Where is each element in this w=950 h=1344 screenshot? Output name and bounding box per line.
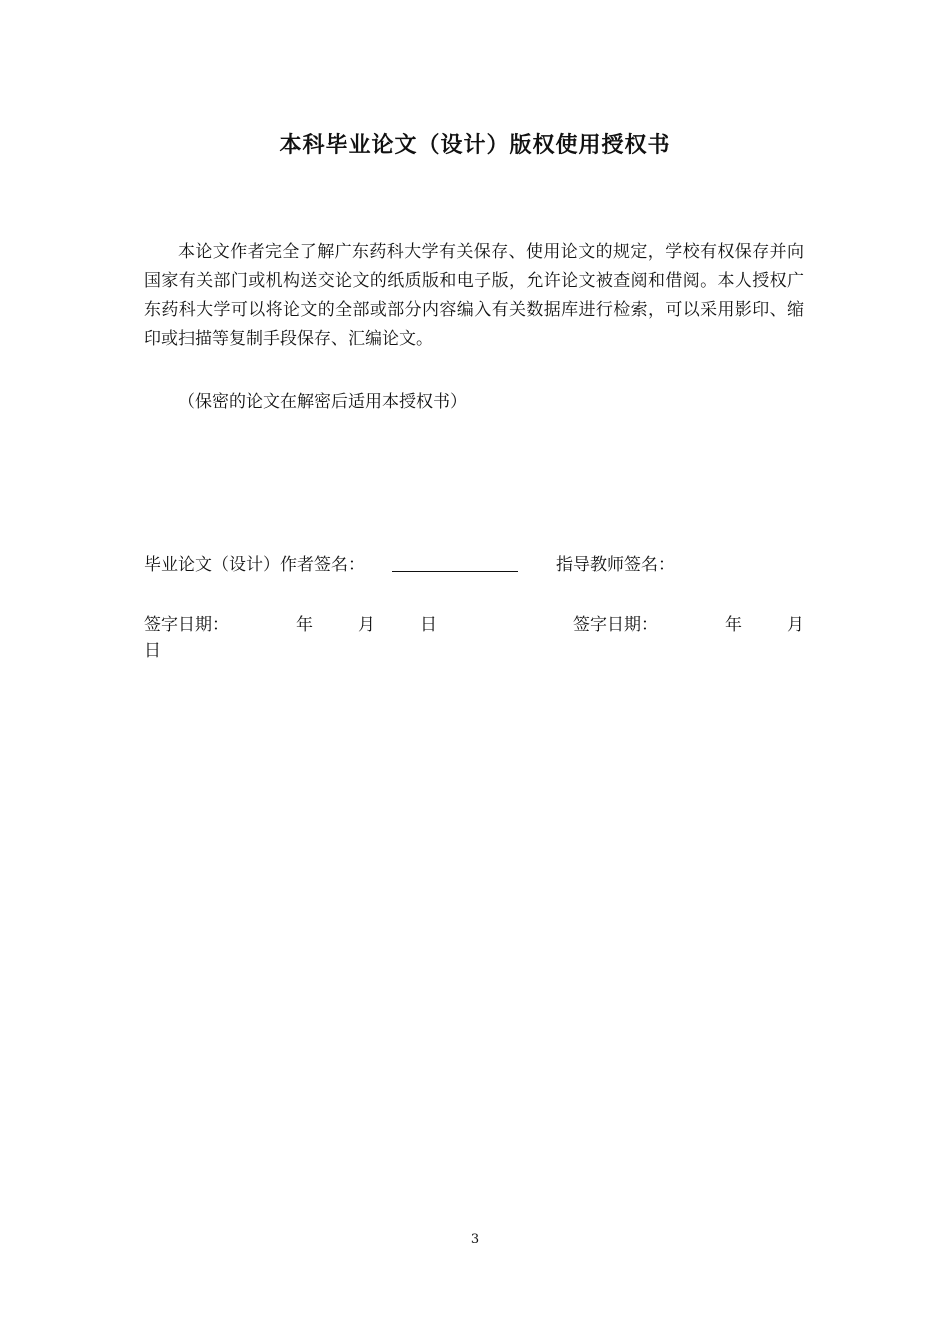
author-date-day: 日 — [420, 615, 437, 635]
confidential-note: （保密的论文在解密后适用本授权书） — [178, 392, 467, 412]
advisor-date-day: 日 — [144, 641, 161, 661]
advisor-date-label: 签字日期： — [573, 615, 658, 635]
authorization-paragraph: 本论文作者完全了解广东药科大学有关保存、使用论文的规定，学校有权保存并向国家有关部门或机构送交论文的纸质版和电子版，允许论文被查阅和借阅。本人授权广东药科大学可以将论文的全部或部分内容编入有关数据库进行检索，可以采用影印、缩印或扫描等复制手段保存、汇编论文。 — [144, 242, 804, 349]
advisor-signature-label: 指导教师签名： — [556, 555, 675, 575]
date-row — [144, 612, 804, 666]
author-signature-line[interactable] — [392, 571, 518, 572]
advisor-date-month: 月 — [787, 615, 804, 635]
author-date-year: 年 — [296, 615, 313, 635]
author-date-label: 签字日期： — [144, 615, 229, 635]
page-number: 3 — [470, 1232, 480, 1247]
document-title: 本科毕业论文（设计）版权使用授权书 — [279, 133, 671, 158]
author-date-month: 月 — [358, 615, 375, 635]
advisor-date-year: 年 — [725, 615, 742, 635]
author-signature-label: 毕业论文（设计）作者签名： — [144, 555, 365, 575]
